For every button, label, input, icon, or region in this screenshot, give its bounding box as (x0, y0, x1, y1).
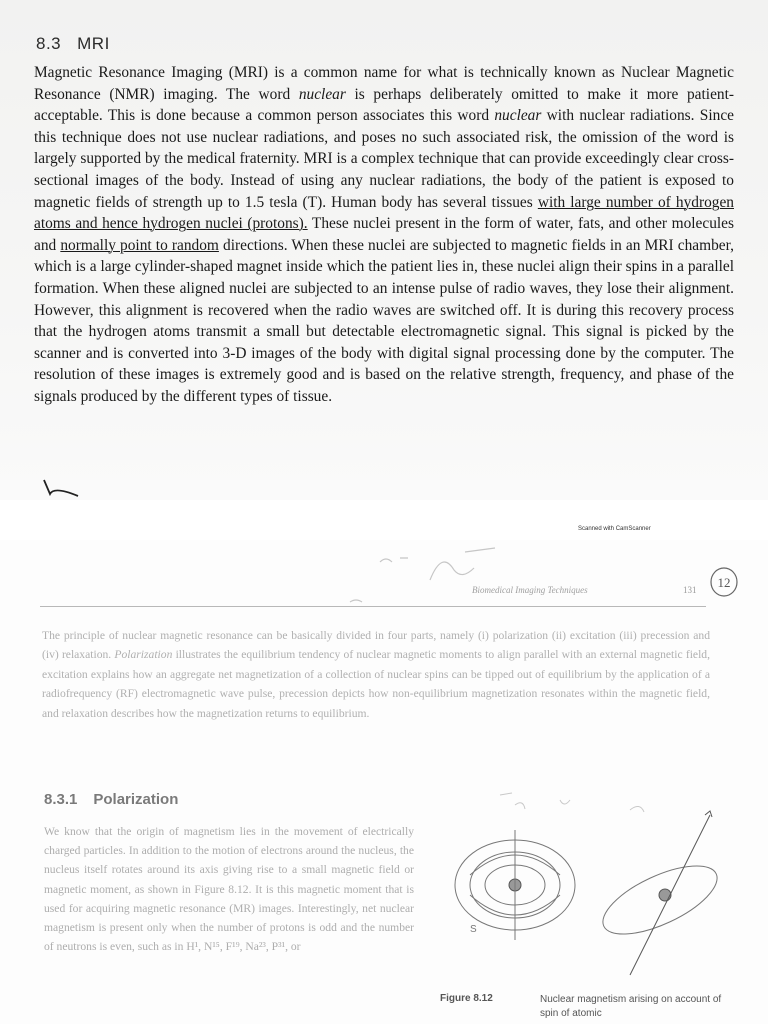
text-run: illustrates the equilibrium tendency of nuclear magnetic moments to align parallel with an external magnetic field, excitation explains how an aggregate net magnetization of a collection of nuclear spins can be tipped out of equilibrium by the application of a radiofrequency (RF) electromagnetic wave pulse, precession depicts how non-equilibrium magnetization resonates within the magnetic field, and relaxation describes how the magnetization returns to equilibrium. (42, 648, 710, 720)
page-number: 131 (683, 585, 697, 595)
figure-symbol: S (470, 924, 477, 935)
text-run: Magnetic Resonance Imaging (MRI) is a common name for what is technically known as Nuclear Magnetic Resonance (NMR) imaging. The word (34, 64, 734, 103)
figure-caption: Nuclear magnetism arising on account of spin of atomic (540, 994, 722, 1019)
pen-tick-mark (42, 478, 82, 500)
subsection-title: Polarization (93, 791, 179, 808)
figure-label: Figure 8.12 (440, 993, 493, 1004)
emphasis-nuclear: nuclear (298, 85, 346, 103)
text-run: The principle of nuclear magnetic resonance can be basically divided in four parts, namely (i) polarization (ii) excitation (iii) precession and (iv) relaxation. (42, 629, 710, 662)
emphasis-nuclear: nuclear (494, 107, 542, 125)
mri-page (0, 0, 768, 500)
running-head: Biomedical Imaging Techniques (472, 585, 588, 595)
circled-page-number (709, 566, 739, 598)
text-run: with nuclear radiations. Since this technique does not use nuclear radiations, and poses no such associated risk, the omission of the word is largely supported by the medical fraternity. MRI is a complex technique that can provide exceedingly clear cross-sectional images of the body. Instead of using any nuclear radiations, the body of the patient is exposed to magnetic fields of strength up to 1.5 tesla (T). Human body has several tissues (34, 107, 734, 211)
polarization-paragraph: We know that the origin of magnetism lies in the movement of electrically charged particles. In addition to the motion of electrons around the nucleus, the nucleus itself rotates around its axis giving rise to a small magnetic field or magnetic moment, as shown in Figure 8.12. It is this magnetic moment that is used for acquiring magnetic resonance (MR) images. Interestingly, net nuclear magnetism is present only when the number of protons is odd and the number of neutrons is even, such as in H¹, N¹⁵, F¹⁹, Na²³, P³¹, or (44, 825, 414, 954)
emphasis-polarization: Polarization (114, 648, 173, 662)
underlined-text: with large number of hydrogen atoms and hence hydrogen nuclei (protons). (34, 193, 734, 233)
nuclear-spin-figure (440, 790, 740, 990)
section-heading (36, 34, 110, 54)
text-run: These nuclei present in the form of water, fats, and other molecules and (34, 215, 734, 254)
mri-paragraph (34, 62, 734, 408)
section-title: MRI (77, 34, 110, 53)
subsection-number: 8.3.1 (44, 791, 78, 808)
circled-number-text: 12 (717, 575, 731, 590)
text-run: is perhaps deliberately omitted to make it more patient-acceptable. This is done because a common person associates this word (34, 85, 734, 125)
principle-paragraph (42, 626, 710, 723)
section-number: 8.3 (36, 34, 62, 53)
header-rule (40, 606, 706, 607)
subsection-heading (44, 791, 178, 808)
underlined-text: normally point to random (60, 236, 219, 254)
text-run: directions. When these nuclei are subjected to magnetic fields in an MRI chamber, which is a large cylinder-shaped magnet inside which the patient lies in, these nuclei align their spins in a parallel formation. When these aligned nuclei are subjected to an intense pulse of radio waves, they lose their alignment. However, this alignment is recovered when the radio waves are switched off. It is during this recovery process that the hydrogen atoms transmit a small but detectable electromagnetic signal. This signal is picked by the scanner and is converted into 3-D images of the body with digital signal processing done by the computer. The resolution of these images is extremely good and is based on the relative strength, frequency, and phase of the signals produced by the different types of tissue. (34, 236, 734, 405)
scan-watermark: Scanned with CamScanner (578, 526, 651, 532)
